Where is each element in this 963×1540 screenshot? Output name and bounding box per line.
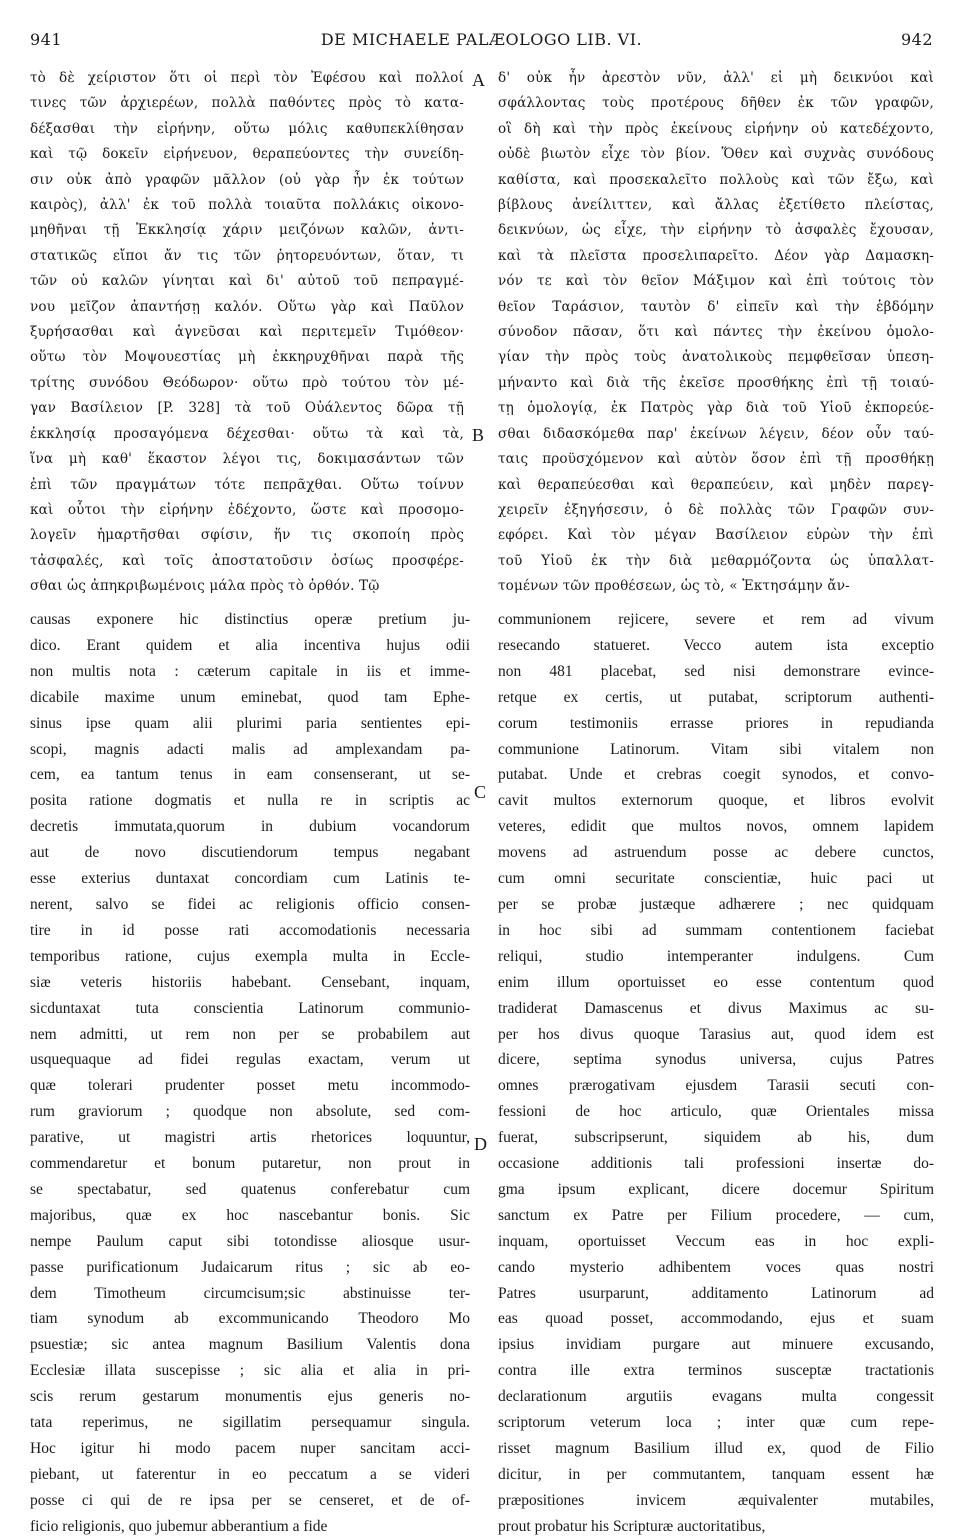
text-line: ἐπὶ τῶν πραγμάτων τότε πεπρᾶχθαι. Οὕτω τοίνυν <box>30 476 464 493</box>
text-line: ficio religionis, quo jubemur abberantium a fide <box>30 1517 328 1535</box>
text-line: καὶ θεραπεύεσθαι καὶ θεραπεύειν, καὶ μηδὲν παρεγ- <box>498 476 934 493</box>
text-line: temporibus ratione, cujus exempla multa in Eccle- <box>30 947 470 965</box>
text-line: dem Timotheum circumcisum;sic abstinuisse ter- <box>30 1284 470 1302</box>
text-line: καθίστα, καὶ προσεκαλεῖτο πολλοὺς καὶ τῶν ἔξω, καὶ <box>498 171 934 188</box>
text-line: οὕτω τὸν Μοψουεστίας μὴ ἐκκηρυχθῆναι παρὰ τῆς <box>30 349 464 366</box>
text-line: Patres usurparunt, additamento Latinorum ad <box>498 1284 934 1302</box>
text-line: καιρὸς), ἀλλ' ἐκ τοῦ πολλὰ τοιαῦτα πολλάκις οἰκονο- <box>30 197 464 214</box>
text-line: quæ tolerari prudenter posset metu incommodo- <box>30 1077 470 1095</box>
text-line: σθαι διδασκόμεθα παρ' ἐκείνων λέγειν, δέον οὖν ταύ- <box>498 425 934 442</box>
text-line: μηθῆναι τῇ Ἐκκλησίᾳ χάριν μειζόνων καλῶν, ἀντι- <box>30 222 464 239</box>
text-line: se spectabatur, sed quatenus conferebatur cum <box>30 1180 470 1198</box>
text-line: scis rerum gestarum monumentis ejus generis no- <box>30 1388 470 1406</box>
text-line: contra ille extra terminos susceptæ tractationis <box>498 1362 934 1380</box>
text-line: γίαν τὴν πρὸς τοὺς ἀνατολικοὺς πεμφθεῖσαν ὑπεση- <box>498 349 934 366</box>
text-line: occasione additionis tali professioni insertæ do- <box>498 1155 934 1173</box>
text-line: βίβλους ἀνείλιττεν, καὶ ἄλλας ἐξετίθετο πλείστας, <box>498 197 934 214</box>
text-line: σύνοδον πᾶσαν, ὅτι καὶ πάντες τὴν ἐκείνου ὁμολο- <box>498 324 934 341</box>
text-line: ταις προϋσχόμενον καὶ αὐτὸν ὅσον ἐπὶ τῇ προσθήκῃ <box>498 451 934 468</box>
text-line: usquequaque ad fidei regulas exactam, verum ut <box>30 1051 470 1069</box>
running-title: DE MICHAELE PALÆOLOGO LIB. VI. <box>320 30 643 49</box>
text-line: piebant, ut faterentur in eo peccatum a se videri <box>30 1465 470 1483</box>
text-line: eas quoad posset, accommodando, ejus et suam <box>498 1310 934 1328</box>
text-line: ἐκκλησίᾳ προσαγόμενα δέχεσθαι· οὕτω τὰ καὶ τὰ, <box>30 425 464 442</box>
text-line: corum testimoniis errasse priores in repudianda <box>498 714 934 732</box>
text-line: τἀσφαλές, καὶ τοῖς ἀποστατοῦσιν ὁσίως προσφέρε- <box>30 552 464 569</box>
section-marker-b: B <box>472 425 485 445</box>
text-line: psuestiæ; sic antea magnum Basilium Valentis dona <box>30 1336 470 1354</box>
text-line: communionem rejicere, severe et rem ad vivum <box>498 611 934 628</box>
text-line: veteres, edidit que multos novos, omnem lapidem <box>498 818 934 836</box>
text-line: sanctum ex Patre per Filium procedere, — cum, <box>498 1206 934 1224</box>
text-line: posse ci qui de re ipsa per se censeret, et de of- <box>30 1491 470 1509</box>
text-line: tata reperimus, ne sigillatim persequamur singula. <box>30 1414 470 1432</box>
text-line: fessioni de hoc articulo, quæ Orientales missa <box>498 1103 934 1121</box>
text-line: gma ipsum explicant, dicere docemur Spiritum <box>498 1180 934 1198</box>
text-line: dicitur, in per commutantem, tanquam essent hæ <box>498 1465 934 1483</box>
text-line: cando mysterio adhibentem voces quas nostri <box>498 1258 934 1276</box>
text-line: scriptorum veterum loca ; inter quæ cum repe- <box>498 1414 934 1432</box>
text-line: inquam, oportuisset Veccum eas in hoc expli- <box>498 1232 934 1250</box>
text-line: τῃ ὁμολογίᾳ, ἐκ Πατρὸς γὰρ διὰ τοῦ Υἱοῦ ἐκπορεύε- <box>498 400 934 417</box>
text-line: prout probatur his Scripturæ auctoritatibus, <box>498 1517 766 1535</box>
text-line: νου μεῖζον ἀπαντήσῃ καλόν. Οὕτω γὰρ καὶ Παῦλον <box>30 298 464 315</box>
text-line: rum graviorum ; quodque non absolute, sed com- <box>30 1103 470 1121</box>
text-line: δ' οὐκ ἦν ἀρεστὸν νῦν, ἀλλ' εἰ μὴ δεικνύοι καὶ <box>498 70 934 86</box>
text-line: in hoc sibi ad summam contentionem faciebat <box>498 921 934 939</box>
text-line: Ecclesiæ illata suscepisse ; sic alia et alia in pri- <box>30 1362 470 1380</box>
text-line: non 481 placebat, sed nisi demonstrare evince- <box>498 662 934 680</box>
text-line: θεῖον Ταράσιον, ταυτὸν δ' εἰπεῖν καὶ τὴν ἑβδόμην <box>498 298 934 315</box>
text-line: retque ex certis, ut putabat, scriptorum authenti- <box>498 688 934 706</box>
text-line: καὶ οὗτοι τὴν εἰρήνην ἐδέχοντο, ὥστε καὶ προσομο- <box>30 501 464 518</box>
text-line: passe purificationum Judaicarum ritus ; sic ab eo- <box>30 1258 470 1276</box>
section-marker-d: D <box>474 1134 487 1154</box>
text-line: σθαι ὡς ἀπηκριβωμένοις μάλα πρὸς τὸ ὀρθόν. Τῷ <box>30 578 380 595</box>
text-line: sinus ipse quam alii plurimi paria sentientes epi- <box>30 714 470 732</box>
text-line: λογεῖν ἡμαρτῆσθαι σφίσιν, ἥν τις σκοποίη πρὸς <box>30 527 464 544</box>
text-line: ξυρήσασθαι καὶ ἁγνεῦσαι καὶ περιτεμεῖν Τιμόθεον· <box>30 324 464 341</box>
text-line: posita ratione dogmatis et nulla re in scriptis ac <box>30 792 470 810</box>
text-line: tradiderat Damascenus et divus Maximus ac su- <box>498 999 934 1017</box>
text-line: omnes prærogativam ejusdem Tarasii secuti con- <box>498 1077 934 1095</box>
text-line: præpositiones invicem æquivalenter mutabiles, <box>498 1491 934 1509</box>
text-line: putabat. Unde et crebras coegit synodos, et convo- <box>498 766 934 784</box>
text-line: enim illum oportuisset eo esse contentum quod <box>498 973 934 991</box>
text-line: τὸ δὲ χείριστον ὅτι οἱ περὶ τὸν Ἐφέσου καὶ πολλοί <box>30 70 464 86</box>
text-line: tiam synodum ab excommunicando Theodoro Mo <box>30 1310 470 1328</box>
section-marker-a: A <box>472 70 485 90</box>
text-line: τοῦ Υἱοῦ ἐκ τὴν διὰ μεθαρμόζοντα ὡς ὑπαλλατ- <box>498 552 934 569</box>
text-line: στατικῶς εἴποι ἄν τις τῶν ῥητορευόντων, ὅταν, τι <box>30 247 464 264</box>
text-line: majoribus, quæ ex hoc nascebantur bonis. Sic <box>30 1206 470 1224</box>
text-line: ἵνα μὴ καθ' ἕκαστον λέγοι τις, δοκιμασάντων τῶν <box>30 451 464 468</box>
greek-text-column-left <box>30 66 464 600</box>
text-line: καὶ τῷ δοκεῖν εἰρήνευον, θεραπεύοντες τὴν συνείδη- <box>30 146 464 163</box>
page-number-left: 941 <box>30 30 63 49</box>
text-line: dicere, septima synodus universa, cujus Patres <box>498 1051 934 1069</box>
text-line: non multis nota : cæterum capitale in iis et imme- <box>30 662 470 680</box>
text-line: dico. Erant quidem et alia incentiva hujus odii <box>30 636 470 654</box>
text-line: per hos divus quoque Tarasius aut, quod idem est <box>498 1025 934 1043</box>
text-line: scopi, magnis adacti malis ad amplexandam pa- <box>30 740 470 758</box>
text-line: δεικνύων, ὡς εἶχε, τὴν εἰρήνην τὸ ἀσφαλὲς ἔχουσαν, <box>498 222 934 239</box>
greek-text-column-right <box>498 66 934 600</box>
text-line: μήναντο καὶ διὰ τῆς ἐκεῖσε προσθήκης ἐπὶ τῇ τοιαύ- <box>498 374 934 391</box>
text-line: reliqui, studio intemperanter indulgens. Cum <box>498 947 934 965</box>
text-line: fuerat, subscripserunt, siquidem ab his, dum <box>498 1129 934 1147</box>
text-line: εφόρει. Καὶ τὸν μέγαν Βασίλειον εὑρὼν τὴν ἐπὶ <box>498 527 934 544</box>
text-line: οὐδὲ βιωτὸν εἶχε τὸν βίον. Ὅθεν καὶ συχνὰς συνόδους <box>498 146 934 163</box>
text-line: communione Latinorum. Vitam sibi vitalem non <box>498 740 934 758</box>
text-line: esse exterius duntaxat concordiam cum Latinis te- <box>30 870 470 888</box>
section-marker-c: C <box>474 782 487 802</box>
text-line: risset magnum Basilium illud ex, quod de Filio <box>498 1440 934 1457</box>
text-line: ipsius invidiam purgare aut minuere excusando, <box>498 1336 934 1354</box>
text-line: per se probæ justæque adhærere ; nec quidquam <box>498 895 934 913</box>
text-line: δέξασθαι τὴν εἰρήνην, οὕτω μόλις καθυπεκλίθησαν <box>30 120 464 137</box>
text-line: sicduntaxat tuta conscientia Latinorum communio- <box>30 999 470 1017</box>
text-line: τῶν οὐ καλῶν γίνηται καὶ δι' αὐτοῦ τοῦ πεπραγμέ- <box>30 273 464 290</box>
text-line: σφάλλοντας τοὺς προτέρους δῆθεν ἐκ τῶν γραφῶν, <box>498 95 934 112</box>
text-line: siæ veteris historiis habebant. Censebant, inquam, <box>30 973 470 991</box>
text-line: movens ad astruendum posse ac debere cunctos, <box>498 844 934 862</box>
latin-text-column-left <box>30 607 470 1540</box>
text-line: Hoc igitur hi modo pacem nuper sancitam acci- <box>30 1440 470 1457</box>
text-line: τρίτης συνόδου Θεόδωρον· οὕτω πρὸ τούτου τὸν μέ- <box>30 374 464 391</box>
text-line: χειρεῖν ἐξηγήσεσιν, ὁ δὲ πολλὰς τῶν Γραφῶν συν- <box>498 501 934 518</box>
text-line: τομένων τῶν προθέσεων, ὡς τὸ, « Ἐκτησάμην ἄν- <box>498 578 850 595</box>
text-line: nempe Paulum caput sibi totondisse aliosque usur- <box>30 1232 470 1250</box>
text-line: decretis immutata,quorum in dubium vocandorum <box>30 818 470 836</box>
page-header <box>30 30 933 58</box>
text-line: νόν τε καὶ τὸν θεῖον Μάξιμον καὶ ἐπὶ τούτοις τὸν <box>498 273 934 290</box>
text-line: σιν οὐκ ἀπὸ γραφῶν μᾶλλον (οὐ γὰρ ἦν ἐκ τούτων <box>30 171 464 188</box>
latin-text-column-right <box>498 607 934 1540</box>
text-line: οἳ δὴ καὶ τὴν πρὸς ἐκείνους εἰρήνην οὐ κατεδέχοντο, <box>498 120 934 137</box>
text-line: aut de novo discutiendorum tempus negabant <box>30 844 470 862</box>
text-line: cum omni securitate conscientiæ, huic paci ut <box>498 870 934 888</box>
text-line: καὶ τὰ πλεῖστα προσελιπαρεῖτο. Δέον γὰρ Δαμασκη- <box>498 247 934 264</box>
text-line: parative, ut magistri artis rhetorices loquuntur, <box>30 1129 470 1147</box>
text-line: cem, ea tantum tenus in eam consenserant, ut se- <box>30 766 470 784</box>
text-line: γαν Βασίλειον [P. 328] τὰ τοῦ Οὐάλεντος δῶρα τῇ <box>30 400 464 417</box>
text-line: declarationum argutiis evagans multa congessit <box>498 1388 934 1406</box>
text-line: commendaretur et bonum putaretur, non prout in <box>30 1155 470 1173</box>
text-line: nerent, salvo se fidei ac religionis officio consen- <box>30 895 470 913</box>
page-number-right: 942 <box>900 30 933 49</box>
text-line: dicabile maxime unum eminebat, quod tam Ephe- <box>30 688 470 706</box>
text-line: cavit multos externorum quoque, et libros evolvit <box>498 792 934 810</box>
text-line: τινες τῶν ἀρχιερέων, πολλὰ παθόντες πρὸς τὸ κατα- <box>30 95 464 112</box>
text-line: tire in id posse rati accomodationis necessaria <box>30 921 470 939</box>
text-line: resecando statueret. Vecco autem ista exceptio <box>498 636 934 654</box>
text-line: nem admitti, ut rem non per se probabilem aut <box>30 1025 470 1043</box>
text-line: causas exponere hic distinctius operæ pretium ju- <box>30 611 470 628</box>
